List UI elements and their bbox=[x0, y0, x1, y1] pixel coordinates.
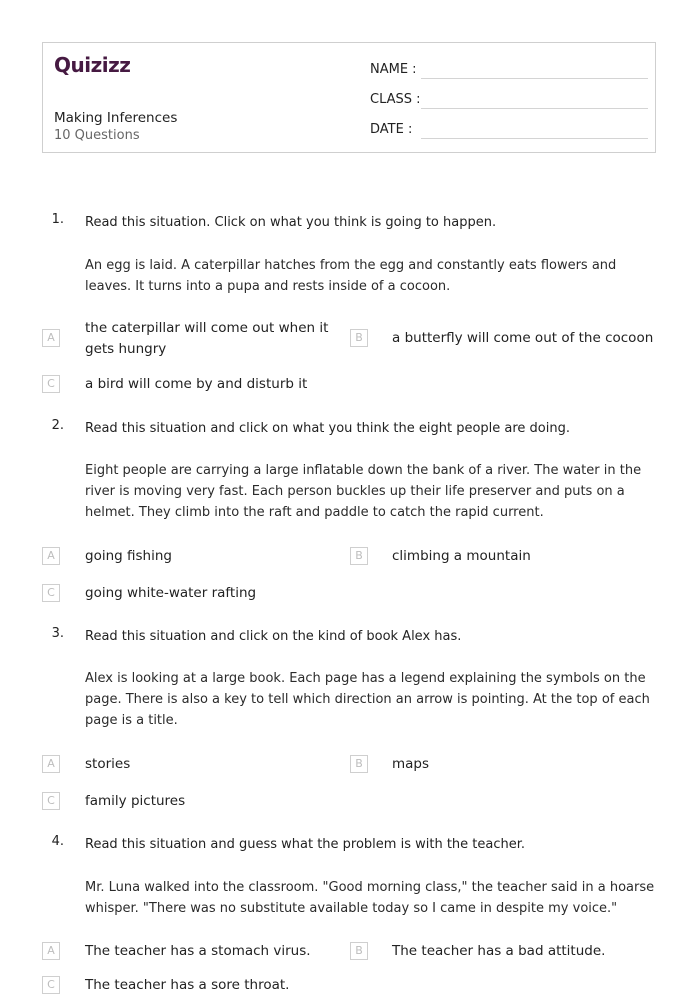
name-field[interactable] bbox=[370, 59, 648, 79]
class-line bbox=[421, 108, 648, 109]
date-label: DATE : bbox=[370, 122, 413, 137]
worksheet-title: Making Inferences bbox=[54, 110, 178, 126]
question-number: 4. bbox=[51, 834, 64, 849]
date-field[interactable] bbox=[370, 119, 648, 139]
option-b-badge[interactable]: B bbox=[350, 942, 368, 960]
class-field[interactable] bbox=[370, 89, 648, 109]
option-a[interactable]: the caterpillar will come out when it gets hungry bbox=[85, 320, 329, 357]
question-passage: Mr. Luna walked into the classroom. "Good morning class," the teacher said in a hoarse whisper. "There was no substitute available today so I came in despite my voice." bbox=[85, 880, 655, 916]
name-line bbox=[421, 78, 648, 79]
option-c[interactable]: The teacher has a sore throat. bbox=[85, 977, 290, 993]
option-c-badge[interactable]: C bbox=[42, 584, 60, 602]
question-prompt: Read this situation and click on what you think the eight people are doing. bbox=[85, 421, 570, 436]
option-c-badge[interactable]: C bbox=[42, 375, 60, 393]
question-passage: Alex is looking at a large book. Each page has a legend explaining the symbols on the page. There is also a key to tell which direction an arrow is pointing. At the top of each page is a title. bbox=[85, 671, 650, 728]
quizizz-logo: Quizizz bbox=[54, 53, 131, 77]
class-label: CLASS : bbox=[370, 92, 421, 107]
option-a-badge[interactable]: A bbox=[42, 755, 60, 773]
question-number: 2. bbox=[51, 418, 64, 433]
worksheet-header bbox=[42, 42, 656, 153]
option-a[interactable]: going fishing bbox=[85, 548, 172, 564]
option-a-badge[interactable]: A bbox=[42, 547, 60, 565]
option-a[interactable]: The teacher has a stomach virus. bbox=[85, 943, 311, 959]
option-b-badge[interactable]: B bbox=[350, 547, 368, 565]
question-passage: An egg is laid. A caterpillar hatches from the egg and constantly eats flowers and leaves. It turns into a pupa and rests inside of a cocoon. bbox=[85, 258, 617, 294]
option-a-badge[interactable]: A bbox=[42, 329, 60, 347]
option-a[interactable]: stories bbox=[85, 756, 131, 772]
question-number: 3. bbox=[51, 626, 64, 641]
question-prompt: Read this situation. Click on what you think is going to happen. bbox=[85, 215, 497, 230]
option-b-badge[interactable]: B bbox=[350, 329, 368, 347]
question-passage: Eight people are carrying a large inflatable down the bank of a river. The water in the river is moving very fast. Each person buckles up their life preserver and puts on a helmet. They climb into the raft and paddle to catch the rapid current. bbox=[85, 463, 642, 520]
option-b[interactable]: climbing a mountain bbox=[392, 548, 531, 564]
option-a-badge[interactable]: A bbox=[42, 942, 60, 960]
option-c[interactable]: family pictures bbox=[85, 793, 186, 809]
option-b[interactable]: maps bbox=[392, 756, 430, 772]
option-b[interactable]: a butterfly will come out of the cocoon bbox=[392, 330, 654, 346]
question-count: 10 Questions bbox=[54, 128, 140, 143]
option-c-badge[interactable]: C bbox=[42, 976, 60, 994]
option-b-badge[interactable]: B bbox=[350, 755, 368, 773]
question-number: 1. bbox=[51, 212, 64, 227]
question-prompt: Read this situation and click on the kind of book Alex has. bbox=[85, 629, 462, 644]
name-label: NAME : bbox=[370, 62, 417, 77]
option-b[interactable]: The teacher has a bad attitude. bbox=[392, 943, 606, 959]
option-c-badge[interactable]: C bbox=[42, 792, 60, 810]
option-c[interactable]: a bird will come by and disturb it bbox=[85, 376, 308, 392]
option-c[interactable]: going white-water rafting bbox=[85, 585, 257, 601]
question-prompt: Read this situation and guess what the problem is with the teacher. bbox=[85, 837, 526, 852]
date-line bbox=[421, 138, 648, 139]
